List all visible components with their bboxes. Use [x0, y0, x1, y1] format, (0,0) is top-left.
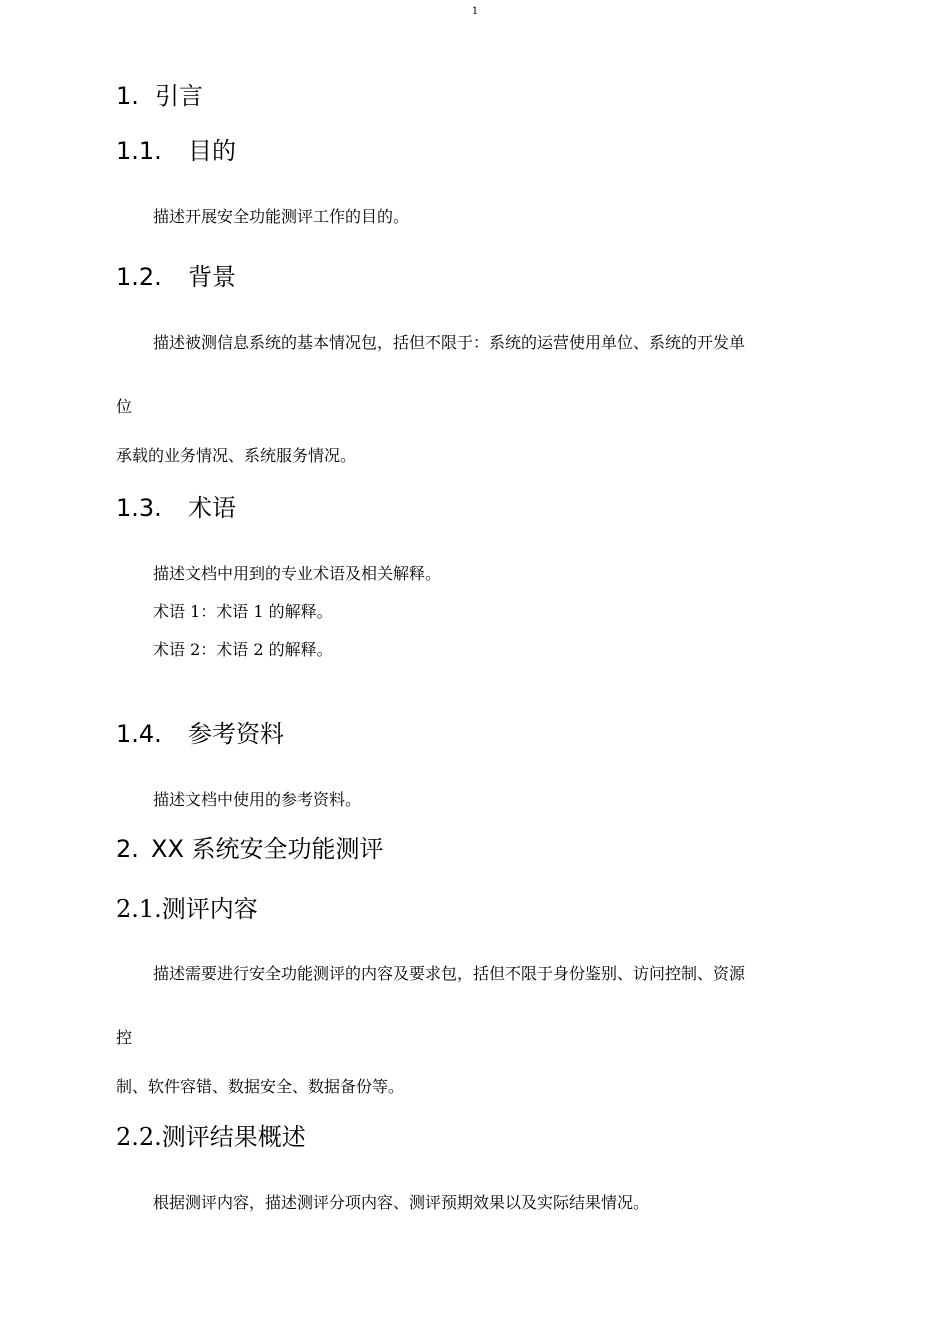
heading-references	[116, 719, 284, 749]
heading-introduction	[116, 81, 203, 111]
heading-terms	[116, 493, 236, 523]
heading-text: 测评内容	[161, 895, 258, 923]
heading-evaluation-content	[116, 894, 258, 924]
heading-number: 1.3.	[116, 494, 162, 522]
heading-text: 测评结果概述	[161, 1123, 306, 1151]
paragraph-term-1: 术语 1：术语 1 的解释。	[153, 602, 333, 621]
heading-number: 2.2.	[116, 1123, 162, 1151]
heading-number: 1.1.	[116, 137, 162, 165]
heading-security-evaluation	[116, 834, 384, 864]
paragraph-purpose: 描述开展安全功能测评工作的目的。	[153, 207, 410, 226]
heading-number: 1.2.	[116, 263, 162, 291]
paragraph-content-line3: 制、软件容错、数据安全、数据备份等。	[116, 1077, 405, 1096]
heading-text: 目的	[188, 137, 236, 165]
paragraph-term-2: 术语 2：术语 2 的解释。	[153, 640, 333, 659]
heading-text: 引言	[155, 82, 203, 110]
paragraph-terms-intro: 描述文档中用到的专业术语及相关解释。	[153, 564, 442, 583]
heading-background	[116, 262, 236, 292]
paragraph-references: 描述文档中使用的参考资料。	[153, 790, 362, 809]
heading-number: 2.	[116, 835, 139, 863]
heading-text: 背景	[188, 263, 236, 291]
paragraph-background-line1: 描述被测信息系统的基本情况包，括但不限于：系统的运营使用单位、系统的开发单	[153, 333, 746, 352]
paragraph-results: 根据测评内容，描述测评分项内容、测评预期效果以及实际结果情况。	[153, 1193, 650, 1212]
heading-text: XX 系统安全功能测评	[151, 835, 384, 863]
heading-number: 2.1.	[116, 895, 162, 923]
heading-number: 1.4.	[116, 720, 162, 748]
heading-text: 参考资料	[188, 720, 284, 748]
heading-purpose	[116, 136, 236, 166]
paragraph-content-line2: 控	[116, 1028, 133, 1047]
heading-number: 1.	[116, 82, 139, 110]
paragraph-content-line1: 描述需要进行安全功能测评的内容及要求包，括但不限于身份鉴别、访问控制、资源	[153, 964, 746, 983]
paragraph-background-line3: 承载的业务情况、系统服务情况。	[116, 446, 357, 465]
heading-text: 术语	[188, 494, 236, 522]
paragraph-background-line2: 位	[116, 397, 133, 416]
page-number: 1	[471, 6, 479, 17]
heading-evaluation-results	[116, 1122, 306, 1152]
